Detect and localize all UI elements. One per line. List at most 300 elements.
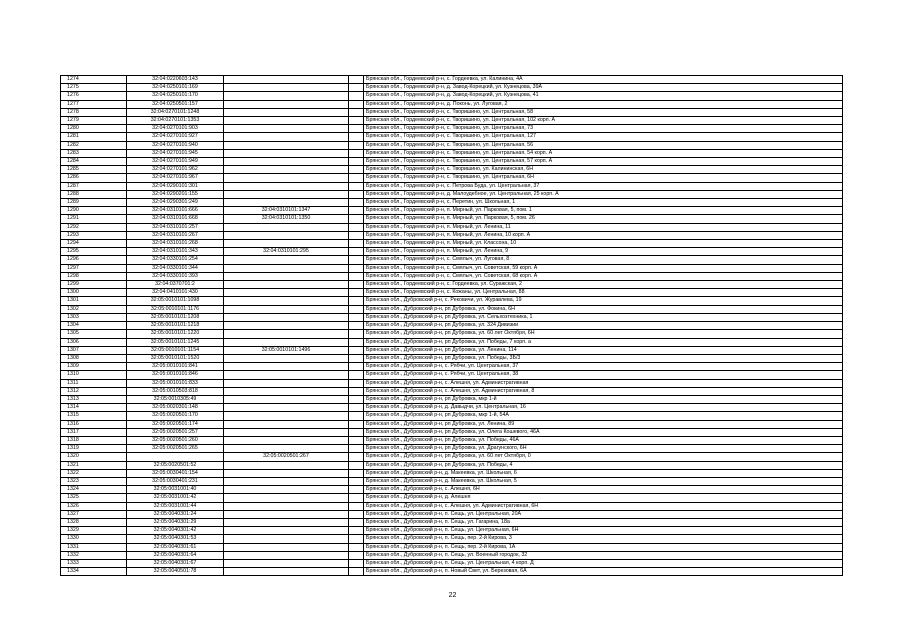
- address-cell: Брянская обл., Гордеевский р-н, д. Малоудебное, ул. Центральная, 25 корп. А: [364, 190, 843, 198]
- table-row: [61, 395, 843, 403]
- spacer-cell: [349, 551, 364, 559]
- row-number-cell: 1306: [61, 338, 127, 346]
- spacer-cell: [349, 133, 364, 141]
- table-row: [61, 125, 843, 133]
- address-cell: Брянская обл., Дубровский р-н, рп Дубровка, ул. Драгунского, 6Н: [364, 445, 843, 453]
- address-cell: Брянская обл., Дубровский р-н, п. Сещь, ул. Центральная, 6Н: [364, 527, 843, 535]
- previous-cadastral-number-cell: [224, 387, 349, 395]
- address-cell: Брянская обл., Дубровский р-н, п. Сещь, пер. 2-й Кирова, 3: [364, 535, 843, 543]
- cadastral-number-cell: 32:05:0031001:40: [127, 486, 224, 494]
- table-row: [61, 100, 843, 108]
- previous-cadastral-number-cell: [224, 461, 349, 469]
- row-number-cell: 1316: [61, 420, 127, 428]
- previous-cadastral-number-cell: [224, 297, 349, 305]
- table-row: [61, 256, 843, 264]
- cadastral-number-cell: 32:05:0040301:42: [127, 527, 224, 535]
- table-row: [61, 133, 843, 141]
- table-row: [61, 313, 843, 321]
- table-row: [61, 477, 843, 485]
- cadastral-number-cell: 32:05:0020501:174: [127, 420, 224, 428]
- spacer-cell: [349, 158, 364, 166]
- row-number-cell: 1295: [61, 248, 127, 256]
- spacer-cell: [349, 149, 364, 157]
- spacer-cell: [349, 272, 364, 280]
- table-row: [61, 108, 843, 116]
- row-number-cell: 1315: [61, 412, 127, 420]
- cadastral-number-cell: 32:04:0330101:254: [127, 256, 224, 264]
- spacer-cell: [349, 559, 364, 567]
- table-row: [61, 149, 843, 157]
- table-row: [61, 420, 843, 428]
- address-cell: Брянская обл., Гордеевский р-н, с. Творишино, ул. Центральная, 6Н: [364, 174, 843, 182]
- row-number-cell: 1310: [61, 371, 127, 379]
- spacer-cell: [349, 215, 364, 223]
- spacer-cell: [349, 510, 364, 518]
- address-cell: Брянская обл., Гордеевский р-н, д. Завод-Корецкий, ул. Кузнецова, 39А: [364, 84, 843, 92]
- spacer-cell: [349, 199, 364, 207]
- table-row: [61, 518, 843, 526]
- previous-cadastral-number-cell: [224, 158, 349, 166]
- cadastral-number-cell: 32:05:0010305:49: [127, 395, 224, 403]
- spacer-cell: [349, 166, 364, 174]
- previous-cadastral-number-cell: [224, 412, 349, 420]
- row-number-cell: 1303: [61, 313, 127, 321]
- address-cell: Брянская обл., Дубровский р-н, с. Рябчи, ул. Центральная, 38: [364, 371, 843, 379]
- cadastral-number-cell: 32:05:0010503:818: [127, 387, 224, 395]
- table-row: [61, 117, 843, 125]
- spacer-cell: [349, 469, 364, 477]
- cadastral-number-cell: 32:04:0250501:157: [127, 100, 224, 108]
- previous-cadastral-number-cell: [224, 338, 349, 346]
- cadastral-number-cell: 32:05:0010101:1098: [127, 297, 224, 305]
- spacer-cell: [349, 100, 364, 108]
- row-number-cell: 1311: [61, 379, 127, 387]
- table-row: [61, 387, 843, 395]
- spacer-cell: [349, 264, 364, 272]
- cadastral-number-cell: 32:05:0040301:53: [127, 535, 224, 543]
- cadastral-number-cell: 32:04:0310101:267: [127, 231, 224, 239]
- spacer-cell: [349, 404, 364, 412]
- address-cell: Брянская обл., Гордеевский р-н, с. Смялыч, ул. Советская, 68 корп. А: [364, 272, 843, 280]
- previous-cadastral-number-cell: [224, 84, 349, 92]
- cadastral-number-cell: 32:05:0040501:78: [127, 568, 224, 576]
- spacer-cell: [349, 182, 364, 190]
- row-number-cell: 1322: [61, 469, 127, 477]
- cadastral-number-cell: 32:05:0010101:833: [127, 379, 224, 387]
- cadastral-number-cell: 32:05:0040301:64: [127, 551, 224, 559]
- address-cell: Брянская обл., Гордеевский р-н, с. Перетин, ул. Школьная, 1: [364, 199, 843, 207]
- cadastral-number-cell: 32:05:0010101:1208: [127, 313, 224, 321]
- previous-cadastral-number-cell: 32:05:0020501:267: [224, 453, 349, 461]
- previous-cadastral-number-cell: [224, 527, 349, 535]
- previous-cadastral-number-cell: [224, 568, 349, 576]
- address-cell: Брянская обл., Дубровский р-н, рп Дубровка, ул. Олега Кошевого, 46А: [364, 428, 843, 436]
- cadastral-number-cell: 32:04:0290301:249: [127, 199, 224, 207]
- table-row: [61, 461, 843, 469]
- address-cell: Брянская обл., Дубровский р-н, с. Алешня, ул. Административная: [364, 379, 843, 387]
- cadastral-number-cell: 32:05:0040301:24: [127, 510, 224, 518]
- table-row: [61, 281, 843, 289]
- previous-cadastral-number-cell: [224, 559, 349, 567]
- cadastral-number-cell: 32:05:0020501:265: [127, 445, 224, 453]
- row-number-cell: 1323: [61, 477, 127, 485]
- previous-cadastral-number-cell: [224, 494, 349, 502]
- address-cell: Брянская обл., Гордеевский р-н, д. Поконь, ул. Луговая, 2: [364, 100, 843, 108]
- cadastral-number-cell: 32:05:0020501:170: [127, 412, 224, 420]
- address-cell: Брянская обл., Гордеевский р-н, с. Творишино, ул. Центральная, 58: [364, 108, 843, 116]
- address-cell: Брянская обл., Дубровский р-н, п. Сещь, пер. 2-й Кирова, 1А: [364, 543, 843, 551]
- address-cell: Брянская обл., Гордеевский р-н, д. Завод-Корецкий, ул. Кузнецова, 41: [364, 92, 843, 100]
- spacer-cell: [349, 371, 364, 379]
- cadastral-number-cell: 32:04:0310101:343: [127, 248, 224, 256]
- table-row: [61, 469, 843, 477]
- cadastral-number-cell: 32:05:0040301:61: [127, 543, 224, 551]
- row-number-cell: 1333: [61, 559, 127, 567]
- previous-cadastral-number-cell: [224, 330, 349, 338]
- row-number-cell: 1321: [61, 461, 127, 469]
- spacer-cell: [349, 338, 364, 346]
- table-row: [61, 412, 843, 420]
- table-row: [61, 84, 843, 92]
- table-row: [61, 264, 843, 272]
- cadastral-number-cell: 32:05:0010101:1245: [127, 338, 224, 346]
- row-number-cell: 1293: [61, 231, 127, 239]
- previous-cadastral-number-cell: [224, 117, 349, 125]
- previous-cadastral-number-cell: [224, 551, 349, 559]
- address-cell: Брянская обл., Дубровский р-н, д. Макеевка, ул. Школьная, 5: [364, 477, 843, 485]
- table-row: [61, 445, 843, 453]
- previous-cadastral-number-cell: [224, 445, 349, 453]
- cadastral-number-cell: 32:05:0010101:1218: [127, 322, 224, 330]
- spacer-cell: [349, 477, 364, 485]
- previous-cadastral-number-cell: [224, 92, 349, 100]
- cadastral-number-cell: 32:05:0040301:29: [127, 518, 224, 526]
- address-cell: Брянская обл., Гордеевский р-н, с. Творишино, ул. Калининская, 6Н: [364, 166, 843, 174]
- previous-cadastral-number-cell: [224, 199, 349, 207]
- row-number-cell: 1279: [61, 117, 127, 125]
- spacer-cell: [349, 420, 364, 428]
- address-cell: Брянская обл., Дубровский р-н, п. Сещь, ул. Гагарина, 18а: [364, 518, 843, 526]
- row-number-cell: 1328: [61, 518, 127, 526]
- cadastral-number-cell: 32:04:0410101:430: [127, 289, 224, 297]
- table-row: [61, 436, 843, 444]
- row-number-cell: 1301: [61, 297, 127, 305]
- address-cell: Брянская обл., Дубровский р-н, рп Дубровка, ул. Ленина, 114: [364, 346, 843, 354]
- previous-cadastral-number-cell: [224, 108, 349, 116]
- cadastral-number-cell: 32:04:0270101:962: [127, 166, 224, 174]
- cadastral-number-cell: 32:05:0031001:42: [127, 494, 224, 502]
- row-number-cell: 1300: [61, 289, 127, 297]
- cadastral-number-cell: 32:04:0270101:945: [127, 149, 224, 157]
- spacer-cell: [349, 256, 364, 264]
- row-number-cell: 1277: [61, 100, 127, 108]
- spacer-cell: [349, 281, 364, 289]
- row-number-cell: 1297: [61, 264, 127, 272]
- row-number-cell: 1289: [61, 199, 127, 207]
- table-row: [61, 404, 843, 412]
- cadastral-number-cell: 32:04:0270101:903: [127, 125, 224, 133]
- spacer-cell: [349, 248, 364, 256]
- row-number-cell: 1317: [61, 428, 127, 436]
- cadastral-number-cell: 32:04:0270101:949: [127, 158, 224, 166]
- address-cell: Брянская обл., Дубровский р-н, рп Дубровка, ул. Победы, 7 корп. а: [364, 338, 843, 346]
- row-number-cell: 1298: [61, 272, 127, 280]
- cadastral-number-cell: 32:04:0290201:155: [127, 190, 224, 198]
- spacer-cell: [349, 125, 364, 133]
- table-row: [61, 141, 843, 149]
- previous-cadastral-number-cell: [224, 223, 349, 231]
- table-row: [61, 559, 843, 567]
- address-cell: Брянская обл., Дубровский р-н, с. Рябчи, ул. Центральная, 37: [364, 363, 843, 371]
- table-row: [61, 248, 843, 256]
- table-row: [61, 305, 843, 313]
- cadastral-number-cell: [127, 453, 224, 461]
- row-number-cell: 1275: [61, 84, 127, 92]
- table-row: [61, 76, 843, 84]
- previous-cadastral-number-cell: 32:04:0310101:1347: [224, 207, 349, 215]
- table-row: [61, 215, 843, 223]
- cadastral-number-cell: 32:04:0250101:169: [127, 84, 224, 92]
- spacer-cell: [349, 354, 364, 362]
- spacer-cell: [349, 297, 364, 305]
- spacer-cell: [349, 313, 364, 321]
- row-number-cell: 1285: [61, 166, 127, 174]
- row-number-cell: 1318: [61, 436, 127, 444]
- table-row: [61, 510, 843, 518]
- previous-cadastral-number-cell: [224, 256, 349, 264]
- cadastral-number-cell: 32:05:0020301:148: [127, 404, 224, 412]
- row-number-cell: 1280: [61, 125, 127, 133]
- spacer-cell: [349, 535, 364, 543]
- address-cell: Брянская обл., Гордеевский р-н, с. Творишино, ул. Центральная, 73: [364, 125, 843, 133]
- previous-cadastral-number-cell: [224, 404, 349, 412]
- table-row: [61, 207, 843, 215]
- cadastral-number-cell: 32:04:0310101:257: [127, 223, 224, 231]
- cadastral-number-cell: 32:05:0020501:257: [127, 428, 224, 436]
- address-cell: Брянская обл., Гордеевский р-н, с. Творишино, ул. Центральная, 102 корп. А: [364, 117, 843, 125]
- row-number-cell: 1327: [61, 510, 127, 518]
- address-cell: Брянская обл., Дубровский р-н, д. Макеевка, ул. Школьная, 6: [364, 469, 843, 477]
- previous-cadastral-number-cell: [224, 363, 349, 371]
- cadastral-number-cell: 32:05:0030401:231: [127, 477, 224, 485]
- registry-table-body: [61, 76, 843, 576]
- cadastral-number-cell: 32:04:0220603:143: [127, 76, 224, 84]
- row-number-cell: 1281: [61, 133, 127, 141]
- spacer-cell: [349, 568, 364, 576]
- address-cell: Брянская обл., Гордеевский р-н, с. Гордеевка, ул. Суражская, 2: [364, 281, 843, 289]
- spacer-cell: [349, 305, 364, 313]
- table-row: [61, 527, 843, 535]
- cadastral-number-cell: 32:04:0330101:344: [127, 264, 224, 272]
- cadastral-number-cell: 32:05:0010101:1154: [127, 346, 224, 354]
- cadastral-number-cell: 32:05:0010101:841: [127, 363, 224, 371]
- address-cell: Брянская обл., Дубровский р-н, п. Сещь, ул. Центральная, 20А: [364, 510, 843, 518]
- spacer-cell: [349, 395, 364, 403]
- previous-cadastral-number-cell: [224, 477, 349, 485]
- address-cell: Брянская обл., Гордеевский р-н, с. Творишино, ул. Центральная, 56: [364, 141, 843, 149]
- cadastral-number-cell: 32:05:0010101:1176: [127, 305, 224, 313]
- previous-cadastral-number-cell: [224, 371, 349, 379]
- row-number-cell: 1274: [61, 76, 127, 84]
- table-row: [61, 379, 843, 387]
- cadastral-number-cell: 32:04:0270101:927: [127, 133, 224, 141]
- row-number-cell: 1331: [61, 543, 127, 551]
- cadastral-number-cell: 32:05:0010101:1220: [127, 330, 224, 338]
- row-number-cell: 1286: [61, 174, 127, 182]
- spacer-cell: [349, 84, 364, 92]
- previous-cadastral-number-cell: [224, 379, 349, 387]
- cadastral-number-cell: 32:04:0290101:301: [127, 182, 224, 190]
- row-number-cell: 1330: [61, 535, 127, 543]
- spacer-cell: [349, 289, 364, 297]
- cadastral-number-cell: 32:05:0010101:846: [127, 371, 224, 379]
- table-row: [61, 231, 843, 239]
- spacer-cell: [349, 141, 364, 149]
- spacer-cell: [349, 436, 364, 444]
- previous-cadastral-number-cell: [224, 354, 349, 362]
- address-cell: Брянская обл., Гордеевский р-н, п. Мирный, ул. Парковая, 5, пом. 26: [364, 215, 843, 223]
- table-row: [61, 346, 843, 354]
- address-cell: Брянская обл., Гордеевский р-н, п. Мирный, ул. Классона, 10: [364, 240, 843, 248]
- previous-cadastral-number-cell: [224, 395, 349, 403]
- previous-cadastral-number-cell: [224, 133, 349, 141]
- row-number-cell: 1308: [61, 354, 127, 362]
- spacer-cell: [349, 387, 364, 395]
- row-number-cell: 1312: [61, 387, 127, 395]
- cadastral-number-cell: 32:04:0270101:1248: [127, 108, 224, 116]
- address-cell: Брянская обл., Гордеевский р-н, с. Смялыч, ул. Советская, 59 корп. А: [364, 264, 843, 272]
- address-cell: Брянская обл., Дубровский р-н, рп Дубровка, мкр 1-й, 54А: [364, 412, 843, 420]
- cadastral-number-cell: 32:04:0250101:170: [127, 92, 224, 100]
- previous-cadastral-number-cell: [224, 125, 349, 133]
- address-cell: Брянская обл., Дубровский р-н, с. Рековичи, ул. Журавлева, 19: [364, 297, 843, 305]
- row-number-cell: 1325: [61, 494, 127, 502]
- table-row: [61, 494, 843, 502]
- spacer-cell: [349, 453, 364, 461]
- previous-cadastral-number-cell: [224, 518, 349, 526]
- cadastral-number-cell: 32:04:0270101:967: [127, 174, 224, 182]
- table-row: [61, 338, 843, 346]
- address-cell: Брянская обл., Дубровский р-н, с. Алешня, 6Н: [364, 486, 843, 494]
- table-row: [61, 272, 843, 280]
- previous-cadastral-number-cell: [224, 535, 349, 543]
- spacer-cell: [349, 231, 364, 239]
- address-cell: Брянская обл., Гордеевский р-н, с. Петрова Буда, ул. Центральная, 37: [364, 182, 843, 190]
- previous-cadastral-number-cell: [224, 190, 349, 198]
- row-number-cell: 1288: [61, 190, 127, 198]
- address-cell: Брянская обл., Дубровский р-н, рп Дубровка, ул. Сельхозтехника, 1: [364, 313, 843, 321]
- row-number-cell: 1299: [61, 281, 127, 289]
- row-number-cell: 1326: [61, 502, 127, 510]
- address-cell: Брянская обл., Дубровский р-н, с. Алешня, ул. Административная, 8: [364, 387, 843, 395]
- row-number-cell: 1314: [61, 404, 127, 412]
- table-row: [61, 453, 843, 461]
- table-row: [61, 190, 843, 198]
- row-number-cell: 1294: [61, 240, 127, 248]
- address-cell: Брянская обл., Дубровский р-н, рп Дубровка, ул. Победы, 4: [364, 461, 843, 469]
- table-row: [61, 199, 843, 207]
- cadastral-number-cell: 32:05:0031001:44: [127, 502, 224, 510]
- address-cell: Брянская обл., Гордеевский р-н, с. Творишино, ул. Центральная, 54 корп. А: [364, 149, 843, 157]
- spacer-cell: [349, 363, 364, 371]
- row-number-cell: 1319: [61, 445, 127, 453]
- address-cell: Брянская обл., Дубровский р-н, д. Давыдчи, ул. Центральная, 16: [364, 404, 843, 412]
- row-number-cell: 1305: [61, 330, 127, 338]
- table-row: [61, 568, 843, 576]
- previous-cadastral-number-cell: [224, 289, 349, 297]
- spacer-cell: [349, 92, 364, 100]
- previous-cadastral-number-cell: [224, 486, 349, 494]
- address-cell: Брянская обл., Гордеевский р-н, с. Творишино, ул. Центральная, 57 корп. А: [364, 158, 843, 166]
- row-number-cell: 1324: [61, 486, 127, 494]
- row-number-cell: 1304: [61, 322, 127, 330]
- previous-cadastral-number-cell: [224, 436, 349, 444]
- table-row: [61, 551, 843, 559]
- table-row: [61, 322, 843, 330]
- address-cell: Брянская обл., Дубровский р-н, рп Дубровка, ул. Фокина, 6Н: [364, 305, 843, 313]
- table-row: [61, 158, 843, 166]
- row-number-cell: 1313: [61, 395, 127, 403]
- previous-cadastral-number-cell: [224, 166, 349, 174]
- spacer-cell: [349, 379, 364, 387]
- row-number-cell: 1282: [61, 141, 127, 149]
- cadastral-number-cell: 32:04:0330101:393: [127, 272, 224, 280]
- table-row: [61, 240, 843, 248]
- row-number-cell: 1283: [61, 149, 127, 157]
- table-row: [61, 174, 843, 182]
- spacer-cell: [349, 76, 364, 84]
- previous-cadastral-number-cell: [224, 174, 349, 182]
- table-row: [61, 289, 843, 297]
- row-number-cell: 1307: [61, 346, 127, 354]
- page-number: 22: [448, 592, 457, 599]
- spacer-cell: [349, 543, 364, 551]
- address-cell: Брянская обл., Гордеевский р-н, п. Мирный, ул. Ленина, 11: [364, 223, 843, 231]
- row-number-cell: 1284: [61, 158, 127, 166]
- address-cell: Брянская обл., Дубровский р-н, п. Сещь, ул. Военный городок, 32: [364, 551, 843, 559]
- address-cell: Брянская обл., Гордеевский р-н, п. Мирный, ул. Ленина, 10 корп. А: [364, 231, 843, 239]
- spacer-cell: [349, 117, 364, 125]
- address-cell: Брянская обл., Дубровский р-н, рп Дубровка, ул. 60 лет Октября, 6Н: [364, 330, 843, 338]
- address-cell: Брянская обл., Дубровский р-н, п. Новый Свет, ул. Березовая, 6А: [364, 568, 843, 576]
- cadastral-number-cell: 32:05:0020501:260: [127, 436, 224, 444]
- address-cell: Брянская обл., Дубровский р-н, рп Дубровка, ул. 60 лет Октября, 0: [364, 453, 843, 461]
- spacer-cell: [349, 322, 364, 330]
- address-cell: Брянская обл., Дубровский р-н, рп Дубровка, ул. Победы, 46А: [364, 436, 843, 444]
- address-cell: Брянская обл., Дубровский р-н, рп Дубровка, ул. Победы, 3Б/3: [364, 354, 843, 362]
- address-cell: Брянская обл., Гордеевский р-н, с. Гордеевка, ул. Калинина, 4А: [364, 76, 843, 84]
- table-row: [61, 486, 843, 494]
- spacer-cell: [349, 445, 364, 453]
- table-row: [61, 535, 843, 543]
- table-row: [61, 354, 843, 362]
- table-row: [61, 371, 843, 379]
- spacer-cell: [349, 223, 364, 231]
- table-row: [61, 297, 843, 305]
- spacer-cell: [349, 108, 364, 116]
- previous-cadastral-number-cell: [224, 231, 349, 239]
- table-row: [61, 92, 843, 100]
- row-number-cell: 1320: [61, 453, 127, 461]
- table-row: [61, 428, 843, 436]
- row-number-cell: 1276: [61, 92, 127, 100]
- table-row: [61, 166, 843, 174]
- table-row: [61, 182, 843, 190]
- spacer-cell: [349, 240, 364, 248]
- row-number-cell: 1292: [61, 223, 127, 231]
- previous-cadastral-number-cell: [224, 502, 349, 510]
- spacer-cell: [349, 527, 364, 535]
